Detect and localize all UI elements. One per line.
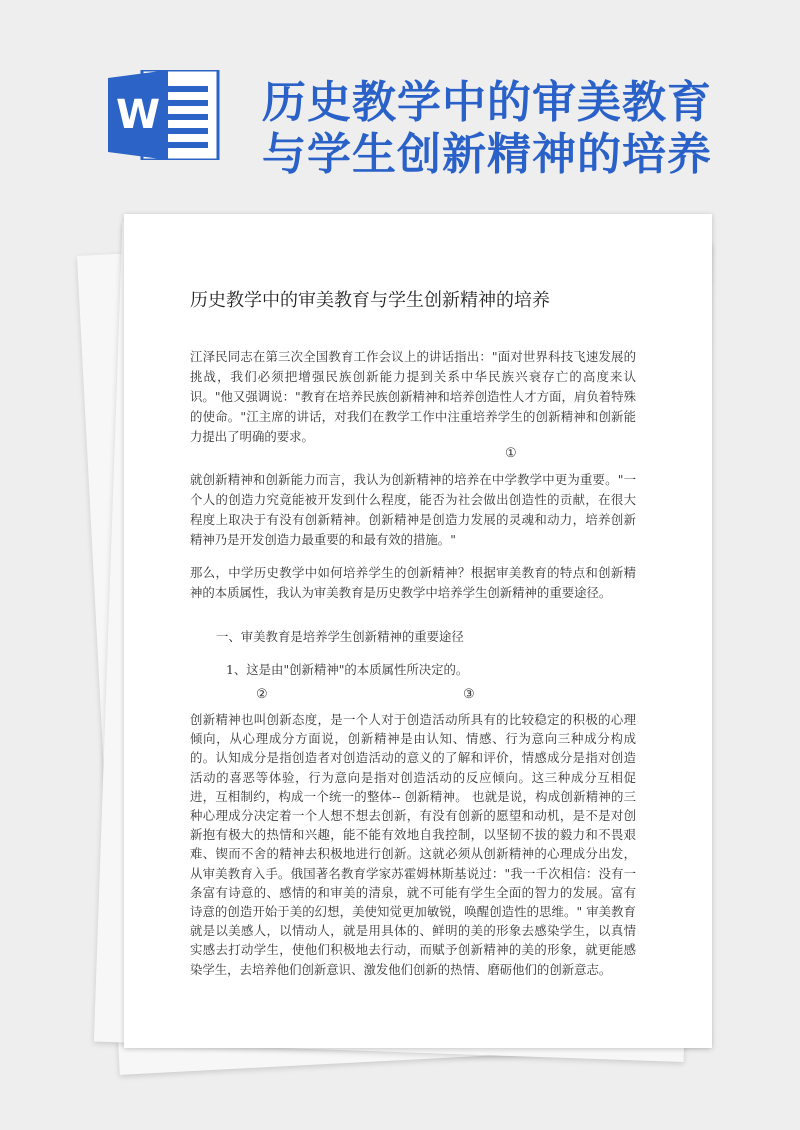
subsection-heading-1: 1、这是由"创新精神"的本质属性所决定的。	[226, 662, 469, 677]
footnote-marker-1: ①	[505, 446, 517, 461]
document-title: 历史教学中的审美教育与学生创新精神的培养	[190, 290, 550, 311]
paragraph-4: 创新精神也叫创新态度，是一个人对于创造活动所具有的比较稳定的积极的心理倾向，从心理成分方面说，创新精神是由认知、情感、行为意向三种成分构成的。认知成分是指创造者对创造活动的意义的了解和评价，情感成分是指对创造活动的喜恶等体验，行为意向是指对创造活动的反应倾向。这三种成分互相促进，互相制约，构成一个统一的整体-- 创新精神。 也就是说，构成创新精神的三种心理成分决定着一个人想不想去创新，有没有创新的愿望和动机，是不是对创新抱有极大的热情和兴趣，能不能有效地自我控制，以坚韧不拔的毅力和不畏艰难、锲而不舍的精神去积极地进行创新。这就必须从创新精神的心理成分出发，从审美教育入手。俄国著名教育学家苏霍姆林斯基说过："我一千次相信：没有一条富有诗意的、感情的和审美的清泉，就不可能有学生全面的智力的发展。富有诗意的创造开始于美的幻想，美使知觉更加敏锐，唤醒创造性的思维。" 审美教育就是以美感人，以情动人，就是用具体的、鲜明的美的形象去感染学生，以真情实感去打动学生，使他们积极地去行动，而赋予创新精神的美的形象，就更能感染学生，去培养他们创新意识、激发他们创新的热情、磨砺他们的创新意志。	[190, 712, 636, 977]
paragraph-3: 那么，中学历史教学中如何培养学生的创新精神？根据审美教育的特点和创新精神的本质属性，我认为审美教育是历史教学中培养学生创新精神的重要途径。	[190, 565, 636, 600]
banner-title-line-1: 历史教学中的审美教育	[262, 77, 712, 128]
banner-title-line-2: 与学生创新精神的培养	[262, 129, 712, 180]
section-heading-1: 一、审美教育是培养学生创新精神的重要途径	[216, 629, 464, 644]
footnote-marker-2: ②	[256, 687, 268, 702]
word-document-icon	[108, 70, 220, 160]
footnote-marker-3: ③	[463, 687, 475, 702]
paragraph-2: 就创新精神和创新能力而言，我认为创新精神的培养在中学教学中更为重要。"一个人的创造力究竟能被开发到什么程度，能否为社会做出创造性的贡献，在很大程度上取决于有没有创新精神。创新精神是创造力发展的灵魂和动力，培养创新精神乃是开发创造力最重要的和最有效的措施。"	[190, 472, 636, 547]
logo-letter: W	[115, 92, 161, 138]
paragraph-1: 江泽民同志在第三次全国教育工作会议上的讲话指出："面对世界科技飞速发展的挑战，我们必须把增强民族创新能力提到关系中华民族兴衰存亡的高度来认识。"他又强调说："教育在培养民族创新精神和培养创造性人才方面，肩负着特殊的使命。"江主席的讲话，对我们在教学工作中注重培养学生的创新精神和创新能力提出了明确的要求。	[190, 349, 636, 444]
header-banner	[0, 0, 800, 200]
